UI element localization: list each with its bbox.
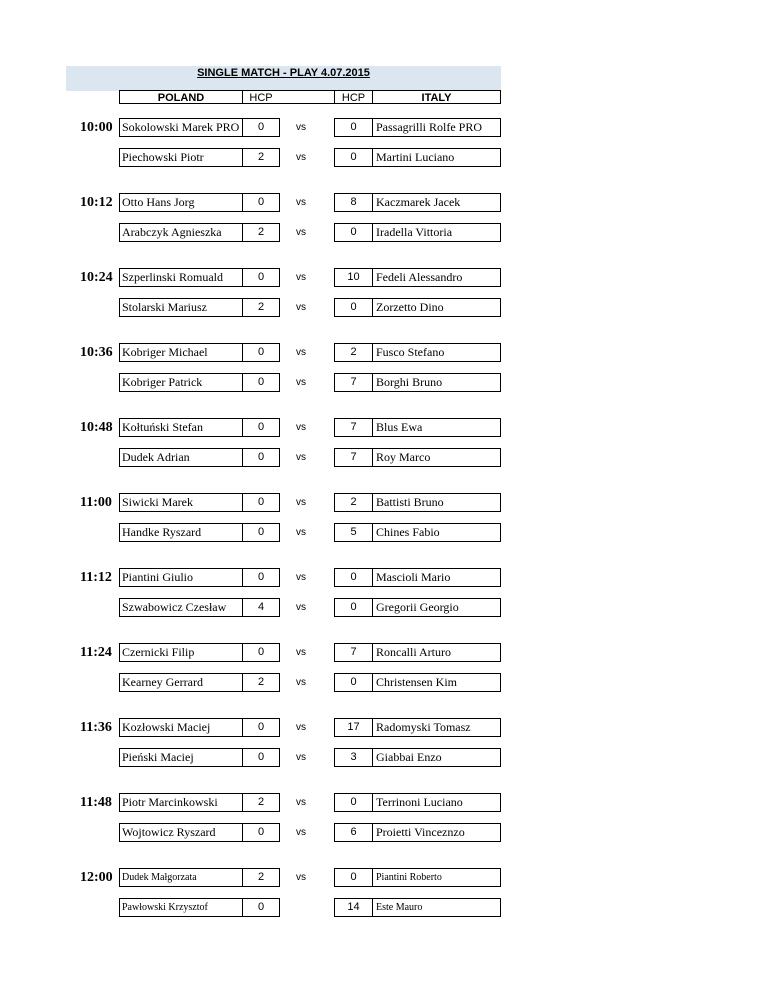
vs-label: vs [296, 197, 306, 208]
hcp-right: 0 [334, 673, 373, 692]
vs-label: vs [296, 647, 306, 658]
player-left: Kobriger Michael [119, 343, 243, 362]
hcp-left: 0 [242, 748, 280, 767]
tee-time: 11:24 [80, 645, 112, 660]
hcp-left: 0 [242, 343, 280, 362]
player-right: Terrinoni Luciano [372, 793, 501, 812]
tee-time: 10:48 [80, 420, 113, 435]
vs-label: vs [296, 722, 306, 733]
tee-time: 11:48 [80, 795, 112, 810]
hcp-left: 0 [242, 718, 280, 737]
player-right: Battisti Bruno [372, 493, 501, 512]
tee-time: 10:36 [80, 345, 113, 360]
player-right: Este Mauro [372, 898, 501, 917]
player-right: Radomyski Tomasz [372, 718, 501, 737]
hcp-right: 7 [334, 643, 373, 662]
vs-label: vs [296, 527, 306, 538]
hcp-right: 5 [334, 523, 373, 542]
hcp-right: 0 [334, 223, 373, 242]
vs-label: vs [296, 302, 306, 313]
vs-label: vs [296, 347, 306, 358]
player-left: Otto Hans Jorg [119, 193, 243, 212]
hcp-right: 3 [334, 748, 373, 767]
player-right: Martini Luciano [372, 148, 501, 167]
hcp-left: 0 [242, 268, 280, 287]
hcp-left: 0 [242, 193, 280, 212]
hcp-left: 0 [242, 568, 280, 587]
player-right: Iradella Vittoria [372, 223, 501, 242]
hcp-left: 0 [242, 523, 280, 542]
tee-time: 11:00 [80, 495, 112, 510]
player-left: Kobriger Patrick [119, 373, 243, 392]
hcp-right: 17 [334, 718, 373, 737]
vs-label: vs [296, 572, 306, 583]
player-left: Piechowski Piotr [119, 148, 243, 167]
hcp-right: 0 [334, 568, 373, 587]
vs-label: vs [296, 497, 306, 508]
vs-label: vs [296, 227, 306, 238]
hcp-left: 0 [242, 898, 280, 917]
header-hcp-right: HCP [334, 90, 373, 104]
hcp-right: 0 [334, 793, 373, 812]
player-left: Handke Ryszard [119, 523, 243, 542]
hcp-left: 0 [242, 448, 280, 467]
hcp-left: 0 [242, 118, 280, 137]
player-left: Kearney Gerrard [119, 673, 243, 692]
hcp-left: 2 [242, 793, 280, 812]
hcp-right: 10 [334, 268, 373, 287]
player-left: Wojtowicz Ryszard [119, 823, 243, 842]
player-right: Mascioli Mario [372, 568, 501, 587]
hcp-right: 0 [334, 298, 373, 317]
header-team-right: ITALY [372, 90, 501, 104]
hcp-left: 2 [242, 298, 280, 317]
player-left: Dudek Adrian [119, 448, 243, 467]
vs-label: vs [296, 377, 306, 388]
player-left: Pawłowski Krzysztof [119, 898, 243, 917]
vs-label: vs [296, 797, 306, 808]
player-right: Zorzetto Dino [372, 298, 501, 317]
tee-time: 11:12 [80, 570, 112, 585]
tee-time: 10:12 [80, 195, 113, 210]
header-hcp-left: HCP [242, 90, 280, 104]
vs-label: vs [296, 422, 306, 433]
player-right: Fusco Stefano [372, 343, 501, 362]
vs-label: vs [296, 872, 306, 883]
hcp-right: 14 [334, 898, 373, 917]
header-team-left: POLAND [119, 90, 243, 104]
tee-time: 10:24 [80, 270, 113, 285]
vs-label: vs [296, 122, 306, 133]
player-left: Szwabowicz Czesław [119, 598, 243, 617]
player-right: Proietti Vinceznzo [372, 823, 501, 842]
player-right: Roy Marco [372, 448, 501, 467]
hcp-right: 0 [334, 118, 373, 137]
hcp-left: 0 [242, 418, 280, 437]
hcp-left: 0 [242, 373, 280, 392]
player-left: Pieński Maciej [119, 748, 243, 767]
player-right: Christensen Kim [372, 673, 501, 692]
tee-time: 11:36 [80, 720, 112, 735]
hcp-left: 2 [242, 673, 280, 692]
hcp-right: 2 [334, 343, 373, 362]
vs-label: vs [296, 827, 306, 838]
player-left: Stolarski Mariusz [119, 298, 243, 317]
player-left: Piotr Marcinkowski [119, 793, 243, 812]
player-right: Piantini Roberto [372, 868, 501, 887]
tee-time: 12:00 [80, 870, 113, 885]
player-right: Chines Fabio [372, 523, 501, 542]
player-left: Dudek Małgorzata [119, 868, 243, 887]
player-left: Piantini Giulio [119, 568, 243, 587]
hcp-right: 8 [334, 193, 373, 212]
vs-label: vs [296, 152, 306, 163]
player-left: Szperlinski Romuald [119, 268, 243, 287]
hcp-left: 4 [242, 598, 280, 617]
hcp-right: 7 [334, 448, 373, 467]
player-right: Blus Ewa [372, 418, 501, 437]
player-left: Arabczyk Agnieszka [119, 223, 243, 242]
hcp-right: 7 [334, 418, 373, 437]
tee-time: 10:00 [80, 120, 113, 135]
vs-label: vs [296, 602, 306, 613]
hcp-left: 2 [242, 148, 280, 167]
vs-label: vs [296, 752, 306, 763]
player-right: Kaczmarek Jacek [372, 193, 501, 212]
player-left: Siwicki Marek [119, 493, 243, 512]
player-left: Czernicki Filip [119, 643, 243, 662]
header-spacer [279, 90, 335, 104]
hcp-left: 0 [242, 493, 280, 512]
player-left: Kozłowski Maciej [119, 718, 243, 737]
vs-label: vs [296, 272, 306, 283]
hcp-right: 6 [334, 823, 373, 842]
hcp-right: 0 [334, 868, 373, 887]
hcp-right: 7 [334, 373, 373, 392]
hcp-right: 2 [334, 493, 373, 512]
player-right: Fedeli Alessandro [372, 268, 501, 287]
player-right: Passagrilli Rolfe PRO [372, 118, 501, 137]
vs-label: vs [296, 677, 306, 688]
hcp-left: 2 [242, 868, 280, 887]
hcp-left: 2 [242, 223, 280, 242]
vs-label: vs [296, 452, 306, 463]
page-title: SINGLE MATCH - PLAY 4.07.2015 [197, 67, 370, 79]
hcp-left: 0 [242, 643, 280, 662]
hcp-right: 0 [334, 598, 373, 617]
hcp-right: 0 [334, 148, 373, 167]
player-right: Borghi Bruno [372, 373, 501, 392]
player-left: Kołtuński Stefan [119, 418, 243, 437]
player-right: Giabbai Enzo [372, 748, 501, 767]
player-right: Roncalli Arturo [372, 643, 501, 662]
player-right: Gregorii Georgio [372, 598, 501, 617]
hcp-left: 0 [242, 823, 280, 842]
player-left: Sokolowski Marek PRO [119, 118, 243, 137]
